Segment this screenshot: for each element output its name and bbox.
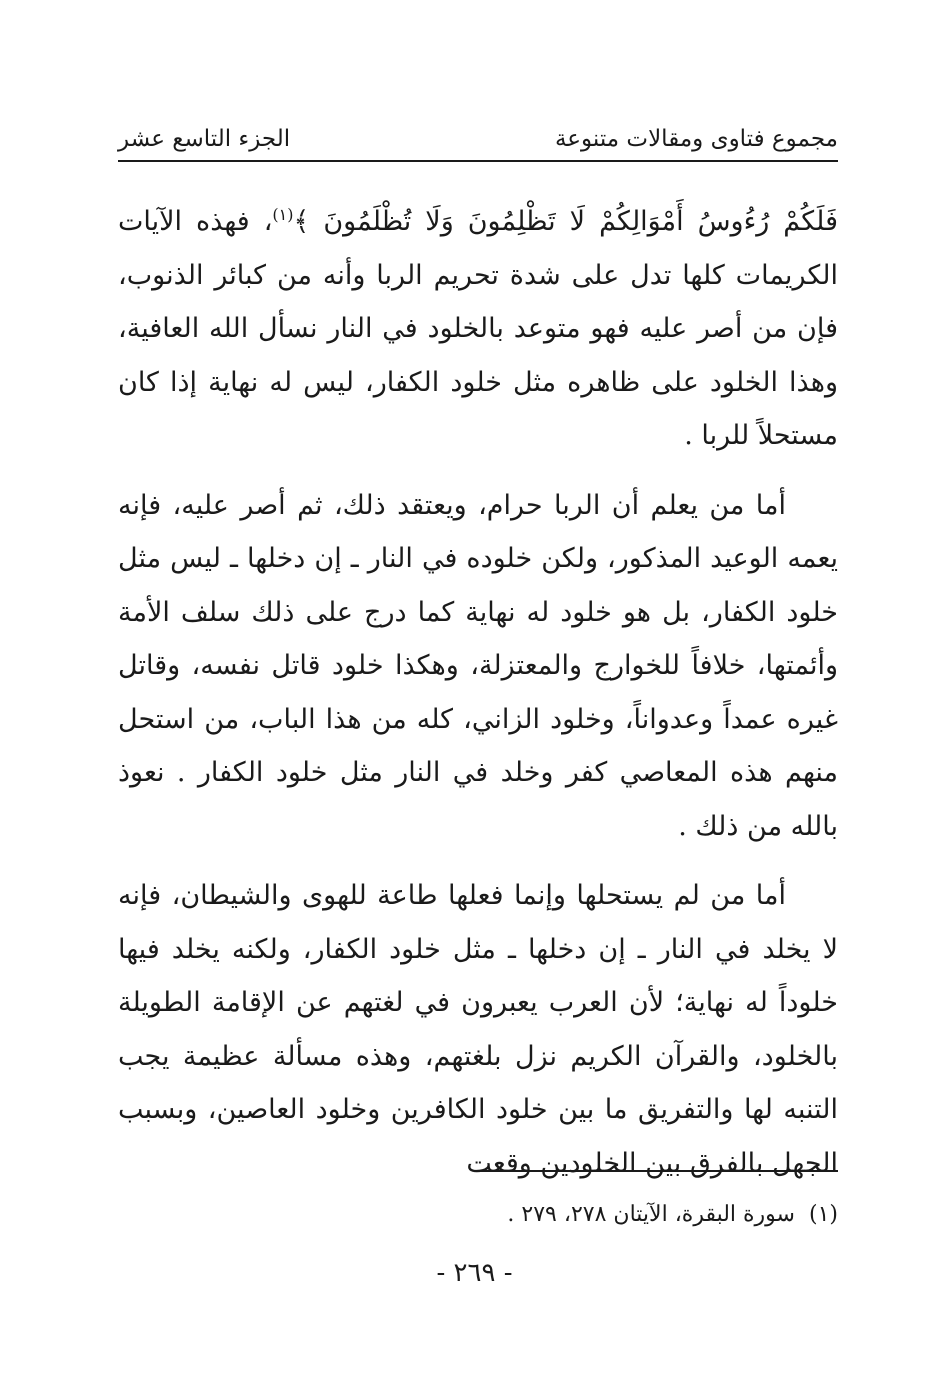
- footnote: [118, 1200, 838, 1230]
- paragraph-3: أما من لم يستحلها وإنما فعلها طاعة للهوى والشيطان، فإنه لا يخلد في النار ـ إن دخلها ـ مثل خلود الكفار، ولكنه يخلد فيها خلوداً له نهاية؛ لأن العرب يعبرون في لغتهم عن الإقامة الطويلة بالخلود، والقرآن الكريم نزل بلغتهم، وهذه مسألة عظيمة يجب التنبه لها والتفريق ما بين خلود الكافرين وخلود العاصين، وبسبب الجهل بالفرق بين الخلودين وقعت: [118, 880, 838, 1179]
- book-title: مجموع فتاوى ومقالات متنوعة: [554, 126, 838, 152]
- page-number: - ٢٦٩ -: [436, 1258, 513, 1288]
- quran-verse: فَلَكُمْ رُءُوسُ أَمْوَالِكُمْ لَا تَظْلِمُونَ وَلَا تُظْلَمُونَ ﴾: [293, 206, 839, 237]
- footnote-text: سورة البقرة، الآيتان ٢٧٨، ٢٧٩ .: [507, 1202, 795, 1227]
- header-rule: [118, 160, 838, 162]
- paragraph-2: أما من يعلم أن الربا حرام، ويعتقد ذلك، ثم أصر عليه، فإنه يعمه الوعيد المذكور، ولكن خلوده في النار ـ إن دخلها ـ ليس مثل خلود الكفار، بل هو خلود له نهاية كما درج على ذلك سلف الأمة وأئمتها، خلافاً للخوارج والمعتزلة، وهكذا خلود قاتل نفسه، وقاتل غيره عمداً وعدواناً، وخلود الزاني، كله من هذا الباب، من استحل منهم هذه المعاصي كفر وخلد في النار مثل خلود الكفار . نعوذ بالله من ذلك .: [118, 489, 838, 842]
- body-text: [118, 195, 838, 1190]
- paragraph-1-text: ، فهذه الآيات الكريمات كلها تدل على شدة تحريم الربا وأنه من كبائر الذنوب، فإن من أصر عليه فهو متوعد بالخلود في النار نسأل الله العافية، وهذا الخلود على ظاهره مثل خلود الكفار، ليس له نهاية إذا كان مستحلاً للربا .: [118, 206, 838, 451]
- footnote-reference: (١): [272, 205, 294, 224]
- volume-label: الجزء التاسع عشر: [118, 126, 291, 152]
- running-header: [118, 112, 838, 152]
- footnote-marker: (١): [808, 1202, 838, 1227]
- footnote-rule: [478, 1170, 838, 1172]
- paragraph-1: [118, 195, 838, 463]
